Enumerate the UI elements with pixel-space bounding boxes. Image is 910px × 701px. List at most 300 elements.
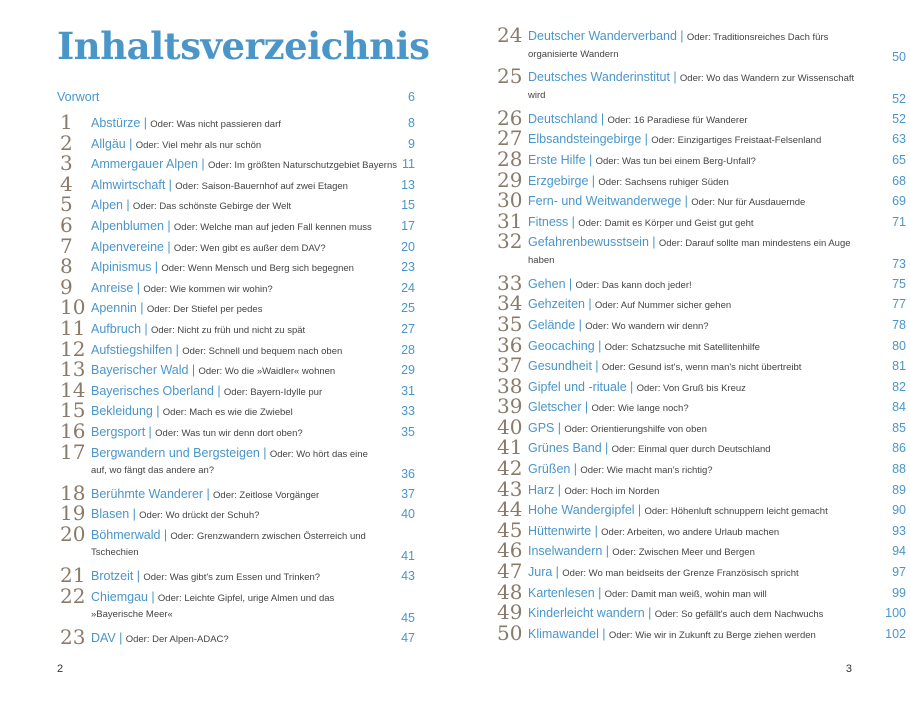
- separator: |: [598, 338, 602, 353]
- toc-entry[interactable]: [60, 295, 415, 322]
- chapter-subtitle: Oder: Wie lange noch?: [591, 403, 689, 415]
- chapter-number: 34: [497, 291, 523, 316]
- chapter-number: 2: [60, 130, 73, 155]
- chapter-subtitle: Oder: Das kann doch jeder!: [575, 279, 692, 291]
- toc-entry[interactable]: [60, 501, 415, 528]
- toc-entry[interactable]: [497, 208, 906, 236]
- toc-entry[interactable]: [60, 377, 415, 405]
- toc-entry[interactable]: [60, 233, 415, 261]
- chapter-heading: Harz: [528, 482, 555, 497]
- toc-entry[interactable]: [497, 126, 906, 153]
- chapter-subtitle: Oder: Mach es wie die Zwiebel: [162, 407, 293, 419]
- separator: |: [644, 132, 648, 147]
- separator: |: [648, 606, 652, 621]
- chapter-title: [91, 590, 375, 623]
- chapter-title: [528, 70, 866, 103]
- chapter-title: [528, 112, 866, 128]
- chapter-page-number: 15: [401, 198, 415, 213]
- chapter-title: [528, 524, 866, 540]
- toc-entry[interactable]: [60, 254, 415, 281]
- chapter-number: 44: [497, 497, 523, 522]
- separator: |: [680, 29, 684, 43]
- chapter-number: 35: [497, 311, 523, 336]
- toc-entry[interactable]: [497, 517, 906, 545]
- chapter-heading: Aufstiegshilfen: [91, 342, 173, 357]
- chapter-heading: Bayerischer Wald: [91, 363, 189, 378]
- chapter-subtitle: Oder: Viel mehr als nur schön: [135, 139, 262, 151]
- separator: |: [637, 503, 642, 518]
- toc-entry[interactable]: [497, 64, 906, 111]
- chapter-number: 41: [497, 435, 523, 460]
- separator: |: [132, 507, 136, 522]
- chapter-number: 23: [60, 624, 86, 649]
- chapter-subtitle: Oder: Arbeiten, wo andere Urlaub machen: [601, 526, 780, 538]
- chapter-number: 12: [60, 336, 86, 361]
- toc-entry[interactable]: [497, 353, 906, 380]
- chapter-subtitle: Oder: Einzigartiges Freistaat-Felsenland: [651, 135, 822, 147]
- separator: |: [129, 136, 133, 151]
- chapter-heading: Elbsandsteingebirge: [528, 132, 642, 147]
- chapter-page-number: 43: [401, 569, 415, 584]
- chapter-number: 40: [497, 414, 523, 439]
- toc-list-left: [60, 110, 415, 651]
- chapter-number: 45: [497, 517, 523, 542]
- separator: |: [136, 280, 140, 295]
- chapter-heading: GPS: [528, 420, 555, 435]
- separator: |: [588, 297, 592, 312]
- separator: |: [168, 177, 172, 192]
- chapter-title: [528, 215, 866, 231]
- chapter-subtitle: Oder: Was tun bei einem Berg-Unfall?: [595, 155, 756, 167]
- page-number-right: 3: [845, 663, 852, 675]
- chapter-heading: Almwirtschaft: [91, 177, 166, 192]
- chapter-number: 29: [497, 167, 523, 192]
- chapter-subtitle: Oder: Gesund ist's, wenn man's nicht übertreibt: [601, 362, 802, 374]
- chapter-number: 47: [497, 559, 523, 584]
- right-page: [455, 0, 910, 701]
- chapter-subtitle: Oder: Wie wir in Zukunft zu Berge ziehen werden: [608, 629, 816, 641]
- chapter-subtitle: Oder: Wen gibt es außer dem DAV?: [173, 242, 326, 254]
- chapter-page-number: 90: [892, 503, 906, 518]
- chapter-number: 13: [60, 357, 86, 382]
- chapter-page-number: 86: [892, 441, 906, 456]
- vorwort-label: Vorwort: [57, 90, 100, 104]
- chapter-page-number: 94: [892, 544, 906, 559]
- chapter-title: [91, 569, 375, 585]
- chapter-heading: Erzgebirge: [528, 173, 589, 188]
- chapter-title: [528, 544, 866, 560]
- toc-entry[interactable]: [60, 336, 415, 364]
- separator: |: [143, 116, 147, 130]
- separator: |: [555, 565, 559, 580]
- toc-entry-vorwort[interactable]: [57, 90, 415, 106]
- chapter-page-number: 102: [885, 626, 906, 641]
- chapter-subtitle: Oder: Der Stiefel per pedes: [146, 304, 263, 316]
- separator: |: [584, 400, 589, 415]
- separator: |: [126, 198, 130, 213]
- chapter-page-number: 29: [401, 363, 415, 378]
- chapter-number: 22: [60, 583, 86, 608]
- chapter-title: [528, 277, 866, 293]
- chapter-number: 9: [60, 274, 73, 299]
- chapter-page-number: 75: [892, 276, 906, 291]
- chapter-subtitle: Oder: Zwischen Meer und Bergen: [612, 547, 755, 559]
- chapter-subtitle: Oder: Orientierungshilfe von oben: [564, 423, 707, 435]
- chapter-title: [91, 528, 375, 561]
- chapter-heading: Bergsport: [91, 424, 146, 439]
- chapter-page-number: 81: [892, 359, 906, 374]
- toc-entry[interactable]: [60, 274, 415, 302]
- chapter-heading: Allgäu: [91, 136, 126, 151]
- separator: |: [595, 359, 599, 374]
- chapter-title: [528, 29, 866, 62]
- separator: |: [175, 342, 179, 357]
- toc-entry[interactable]: [497, 146, 906, 174]
- chapter-page-number: 37: [401, 486, 415, 501]
- chapter-number: 11: [60, 315, 86, 340]
- chapter-heading: Deutsches Wanderinstitut: [528, 70, 670, 85]
- chapter-subtitle: Oder: Wo hört das eine auf, wo fängt das andere an?: [91, 448, 368, 476]
- chapter-heading: Alpen: [91, 198, 123, 213]
- toc-entry[interactable]: [497, 394, 906, 421]
- separator: |: [163, 527, 168, 542]
- chapter-title: [528, 235, 866, 268]
- chapter-page-number: 77: [892, 297, 906, 312]
- chapter-title: [91, 507, 375, 523]
- separator: |: [571, 214, 575, 229]
- chapter-number: 17: [60, 439, 86, 464]
- chapter-title: [528, 297, 866, 313]
- separator: |: [573, 462, 577, 477]
- toc-entry[interactable]: [60, 151, 415, 178]
- separator: |: [594, 523, 598, 538]
- chapter-subtitle: Oder: Nur für Ausdauernde: [691, 197, 806, 209]
- chapter-number: 15: [60, 398, 86, 423]
- chapter-number: 24: [497, 23, 523, 47]
- chapter-subtitle: Oder: Nicht zu früh und nicht zu spät: [150, 324, 306, 336]
- chapter-page-number: 27: [401, 321, 415, 336]
- toc-entry[interactable]: [497, 167, 906, 195]
- toc-entry[interactable]: [497, 188, 906, 215]
- chapter-subtitle: Oder: Was tun wir denn dort oben?: [155, 427, 303, 439]
- chapter-heading: Abstürze: [91, 116, 141, 130]
- chapter-title: [91, 157, 397, 173]
- chapter-subtitle: Oder: Auf Nummer sicher gehen: [594, 300, 732, 312]
- chapter-heading: Berühmte Wanderer: [91, 486, 204, 501]
- chapter-heading: Alpenblumen: [91, 218, 164, 233]
- toc-entry[interactable]: [497, 579, 906, 607]
- chapter-title: [528, 441, 866, 457]
- separator: |: [151, 589, 155, 604]
- chapter-page-number: 99: [892, 585, 906, 600]
- toc-entry[interactable]: [497, 270, 906, 298]
- chapter-title: [528, 132, 866, 148]
- chapter-number: 43: [497, 476, 523, 501]
- toc-entry[interactable]: [60, 439, 415, 487]
- chapter-page-number: 63: [892, 132, 906, 147]
- chapter-title: [528, 586, 866, 602]
- chapter-page-number: 31: [401, 383, 415, 398]
- toc-entry[interactable]: [60, 315, 415, 343]
- toc-entry[interactable]: [497, 620, 906, 648]
- chapter-heading: Jura: [528, 565, 553, 580]
- separator: |: [557, 420, 561, 435]
- toc-entry[interactable]: [497, 373, 906, 401]
- chapter-page-number: 24: [401, 280, 415, 295]
- toc-entry[interactable]: [497, 559, 906, 586]
- toc-entry[interactable]: [60, 357, 415, 384]
- toc-entry[interactable]: [497, 600, 906, 627]
- chapter-subtitle: Oder: Der Alpen-ADAC?: [125, 633, 229, 645]
- separator: |: [598, 585, 602, 600]
- chapter-heading: Kartenlesen: [528, 585, 595, 600]
- toc-entry[interactable]: [497, 311, 906, 339]
- page-title: Inhaltsverzeichnis: [57, 24, 430, 68]
- chapter-page-number: 25: [401, 301, 415, 316]
- chapter-page-number: 47: [401, 630, 415, 645]
- chapter-heading: Hohe Wandergipfel: [528, 503, 635, 518]
- chapter-title: [528, 400, 866, 416]
- toc-entry[interactable]: [60, 563, 415, 590]
- separator: |: [557, 482, 561, 497]
- chapter-subtitle: Oder: 16 Paradiese für Wanderer: [607, 114, 748, 126]
- separator: |: [148, 424, 152, 439]
- toc-entry[interactable]: [60, 110, 415, 137]
- chapter-heading: Bayerisches Oberland: [91, 383, 214, 398]
- chapter-page-number: 40: [401, 507, 415, 522]
- chapter-title: [528, 153, 866, 169]
- chapter-heading: Anreise: [91, 280, 134, 295]
- chapter-heading: Fern- und Weitwanderwege: [528, 194, 682, 209]
- separator: |: [673, 70, 677, 85]
- chapter-number: 42: [497, 456, 523, 481]
- chapter-heading: Gelände: [528, 317, 576, 332]
- vorwort-page-number: 6: [408, 90, 415, 104]
- chapter-number: 10: [60, 295, 86, 320]
- chapter-page-number: 45: [401, 610, 415, 625]
- toc-entry[interactable]: [497, 23, 906, 70]
- chapter-number: 39: [497, 394, 523, 419]
- chapter-title: [91, 322, 375, 338]
- chapter-title: [91, 260, 375, 276]
- toc-entry[interactable]: [497, 497, 906, 524]
- chapter-title: [528, 194, 866, 210]
- chapter-page-number: 65: [892, 152, 906, 167]
- chapter-subtitle: Oder: Schnell und bequem nach oben: [182, 345, 343, 357]
- chapter-subtitle: Oder: Darauf sollte man mindestens ein Auge haben: [528, 238, 851, 266]
- chapter-number: 46: [497, 538, 523, 563]
- chapter-page-number: 20: [401, 239, 415, 254]
- toc-entry[interactable]: [497, 414, 906, 442]
- chapter-heading: Alpenvereine: [91, 239, 164, 254]
- chapter-subtitle: Oder: Wo wandern wir denn?: [585, 320, 709, 332]
- chapter-subtitle: Oder: Von Gruß bis Kreuz: [636, 382, 746, 394]
- toc-entry[interactable]: [60, 521, 415, 569]
- chapter-subtitle: Oder: Traditionsreiches Dach fürs organisierte Wandern: [528, 32, 829, 60]
- separator: |: [605, 544, 609, 559]
- separator: |: [140, 301, 144, 316]
- separator: |: [167, 239, 171, 254]
- chapter-number: 27: [497, 126, 523, 151]
- separator: |: [600, 111, 605, 126]
- separator: |: [154, 260, 159, 275]
- page-number-left: 2: [57, 663, 64, 675]
- chapter-number: 21: [60, 563, 86, 588]
- chapter-subtitle: Oder: Saison-Bauernhof auf zwei Etagen: [175, 180, 348, 192]
- chapter-heading: Fitness: [528, 214, 569, 229]
- separator: |: [684, 194, 688, 209]
- toc-entry[interactable]: [60, 398, 415, 425]
- chapter-number: 49: [497, 600, 523, 625]
- chapter-number: 33: [497, 270, 523, 295]
- chapter-title: [528, 503, 866, 519]
- chapter-number: 32: [497, 229, 523, 254]
- separator: |: [602, 626, 606, 641]
- toc-entry[interactable]: [497, 456, 906, 483]
- toc-entry[interactable]: [60, 171, 415, 199]
- chapter-subtitle: Oder: Was nicht passieren darf: [150, 119, 281, 130]
- toc-entry[interactable]: [497, 332, 906, 360]
- chapter-title: [91, 446, 375, 479]
- chapter-title: [91, 219, 375, 235]
- chapter-subtitle: Oder: So gefällt's auch dem Nachwuchs: [654, 609, 824, 621]
- chapter-heading: Gefahrenbewusstsein: [528, 235, 649, 250]
- chapter-subtitle: Oder: Grenzwandern zwischen Österreich und Tschechien: [91, 530, 366, 559]
- chapter-subtitle: Oder: Das schönste Gebirge der Welt: [132, 201, 292, 213]
- chapter-heading: Gesundheit: [528, 359, 592, 374]
- chapter-number: 5: [60, 192, 73, 217]
- chapter-title: [91, 178, 375, 194]
- toc-entry[interactable]: [497, 476, 906, 504]
- chapter-subtitle: Oder: Wo man beidseits der Grenze Französisch spricht: [562, 568, 799, 580]
- chapter-heading: Inselwandern: [528, 544, 603, 559]
- chapter-title: [91, 240, 375, 256]
- chapter-number: 3: [60, 151, 73, 176]
- chapter-page-number: 89: [892, 482, 906, 497]
- separator: |: [156, 404, 160, 419]
- chapter-heading: Chiemgau: [91, 589, 148, 604]
- chapter-number: 37: [497, 353, 523, 378]
- chapter-page-number: 88: [892, 462, 906, 477]
- chapter-heading: Hüttenwirte: [528, 523, 592, 538]
- chapter-page-number: 82: [892, 379, 906, 394]
- toc-entry[interactable]: [60, 130, 415, 158]
- chapter-title: [91, 384, 375, 400]
- chapter-title: [91, 198, 375, 214]
- toc-entry[interactable]: [497, 105, 906, 133]
- toc-entry[interactable]: [497, 435, 906, 462]
- chapter-title: [91, 631, 375, 647]
- chapter-page-number: 17: [401, 218, 415, 233]
- toc-entry[interactable]: [497, 538, 906, 565]
- separator: |: [263, 445, 267, 460]
- chapter-number: 8: [60, 254, 73, 279]
- toc-entry[interactable]: [60, 418, 415, 446]
- chapter-title: [528, 380, 866, 396]
- chapter-heading: Deutscher Wanderverband: [528, 29, 677, 43]
- chapter-page-number: 50: [892, 50, 906, 65]
- chapter-number: 6: [60, 212, 73, 237]
- toc-list-right: [497, 23, 906, 647]
- chapter-page-number: 9: [408, 136, 415, 151]
- chapter-title: [91, 281, 375, 297]
- toc-entry[interactable]: [497, 229, 906, 276]
- toc-entry[interactable]: [60, 480, 415, 508]
- chapter-title: [91, 363, 375, 379]
- chapter-heading: Alpinismus: [91, 260, 152, 275]
- chapter-heading: Apennin: [91, 301, 137, 316]
- chapter-number: 18: [60, 480, 86, 505]
- separator: |: [144, 321, 148, 336]
- chapter-title: [91, 487, 375, 503]
- chapter-page-number: 97: [892, 565, 906, 580]
- toc-entry[interactable]: [60, 624, 415, 652]
- chapter-subtitle: Oder: Wo die »Waidler« wohnen: [198, 366, 336, 378]
- toc-entry[interactable]: [60, 212, 415, 240]
- separator: |: [630, 379, 634, 394]
- chapter-number: 38: [497, 373, 523, 398]
- separator: |: [136, 569, 140, 584]
- chapter-number: 4: [60, 171, 73, 196]
- chapter-title: [528, 462, 866, 478]
- chapter-title: [528, 174, 866, 190]
- chapter-subtitle: Oder: Wo das Wandern zur Wissenschaft wird: [528, 73, 855, 101]
- separator: |: [201, 157, 205, 172]
- chapter-title: [528, 421, 866, 437]
- chapter-subtitle: Oder: Leichte Gipfel, urige Almen und das »Bayerische Meer«: [91, 592, 335, 621]
- chapter-heading: Geocaching: [528, 338, 595, 353]
- chapter-heading: Grüßen: [528, 462, 571, 477]
- chapter-subtitle: Oder: Sachsens ruhiger Süden: [598, 176, 729, 188]
- chapter-heading: Ammergauer Alpen: [91, 157, 199, 172]
- chapter-heading: Gipfel und -rituale: [528, 379, 627, 394]
- chapter-title: [91, 404, 375, 420]
- chapter-subtitle: Oder: Bayern-Idylle pur: [223, 386, 323, 398]
- chapter-heading: Kinderleicht wandern: [528, 606, 645, 621]
- chapter-number: 30: [497, 188, 523, 213]
- chapter-heading: Aufbruch: [91, 321, 142, 336]
- separator: |: [591, 173, 596, 188]
- chapter-subtitle: Oder: Was gibt's zum Essen und Trinken?: [143, 572, 321, 584]
- chapter-heading: Grünes Band: [528, 441, 602, 456]
- chapter-subtitle: Oder: Hoch im Norden: [564, 485, 660, 497]
- chapter-subtitle: Oder: Damit man weiß, wohin man will: [604, 588, 767, 600]
- chapter-title: [528, 565, 866, 581]
- separator: |: [191, 363, 196, 378]
- chapter-title: [528, 339, 866, 355]
- chapter-heading: Blasen: [91, 507, 130, 522]
- chapter-page-number: 100: [885, 606, 906, 621]
- chapter-heading: Erste Hilfe: [528, 152, 586, 167]
- separator: |: [568, 276, 573, 291]
- chapter-subtitle: Oder: Wenn Mensch und Berg sich begegnen: [161, 263, 354, 275]
- chapter-number: 36: [497, 332, 523, 357]
- toc-entry[interactable]: [60, 583, 415, 631]
- chapter-title: [528, 483, 866, 499]
- toc-entry[interactable]: [60, 192, 415, 219]
- chapter-heading: Bekleidung: [91, 404, 153, 419]
- chapter-subtitle: Oder: Einmal quer durch Deutschland: [611, 444, 771, 456]
- chapter-number: 48: [497, 579, 523, 604]
- chapter-number: 16: [60, 418, 86, 443]
- chapter-page-number: 68: [892, 173, 906, 188]
- chapter-heading: Bergwandern und Bergsteigen: [91, 445, 260, 460]
- chapter-page-number: 13: [401, 177, 415, 192]
- chapter-subtitle: Oder: Höhenluft schnuppern leicht gemacht: [644, 506, 828, 518]
- chapter-title: [91, 425, 375, 441]
- toc-entry[interactable]: [497, 291, 906, 318]
- chapter-subtitle: Oder: Wie macht man's richtig?: [580, 465, 713, 477]
